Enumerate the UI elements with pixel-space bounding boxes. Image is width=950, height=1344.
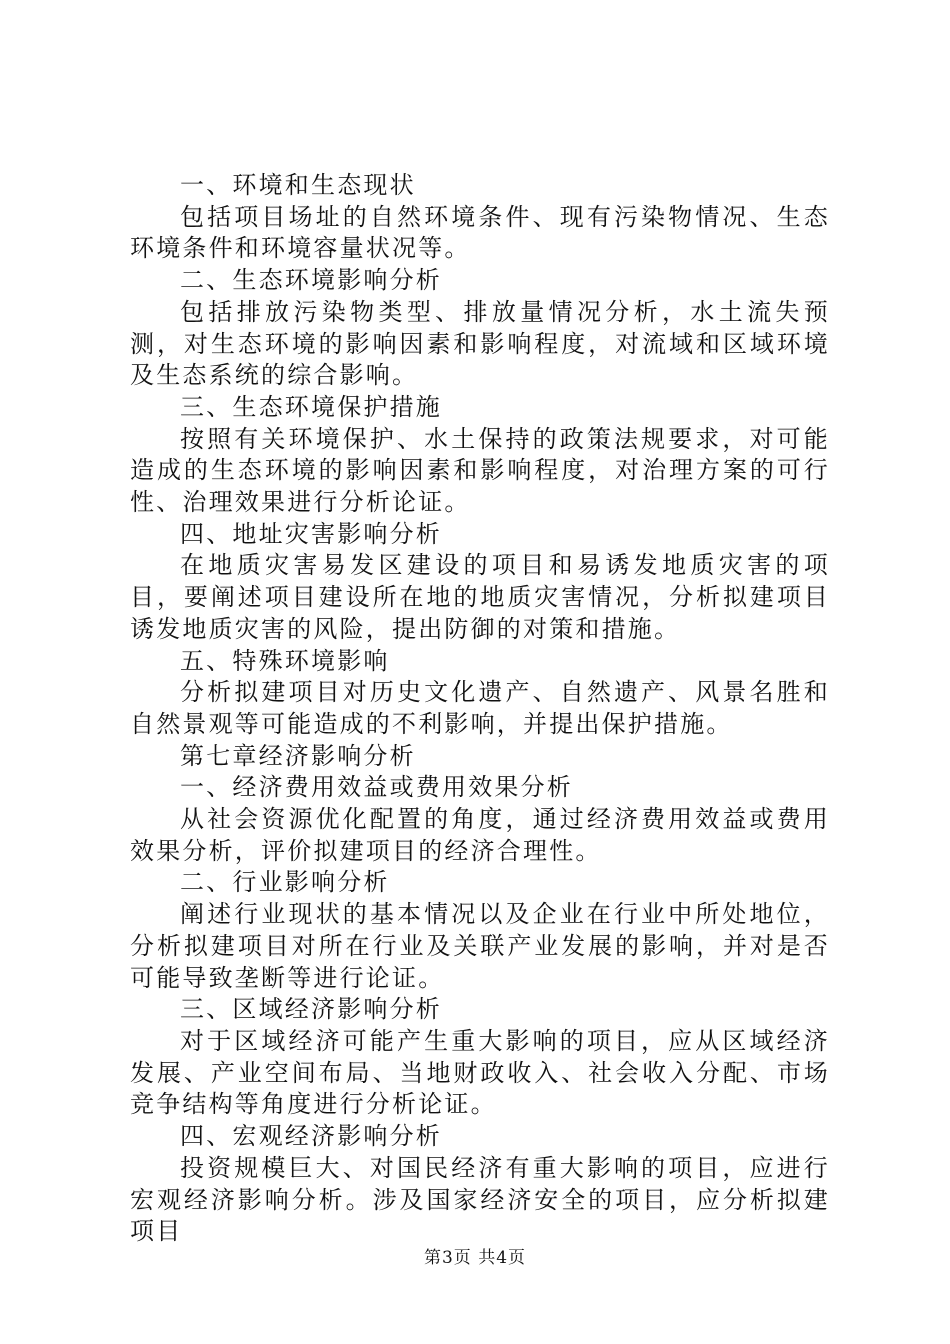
section-heading: 二、生态环境影响分析 (180, 266, 442, 295)
document-body (130, 170, 830, 1248)
body-paragraph: 在地质灾害易发区建设的项目和易诱发地质灾害的项目，要阐述项目建设所在地的地质灾害情况，分析拟建项目诱发地质灾害的风险，提出防御的对策和措施。 (130, 551, 830, 643)
section-heading: 一、经济费用效益或费用效果分析 (180, 773, 573, 802)
body-paragraph: 从社会资源优化配置的角度，通过经济费用效益或费用效果分析，评价拟建项目的经济合理性。 (130, 805, 830, 865)
body-paragraph: 分析拟建项目对历史文化遗产、自然遗产、风景名胜和自然景观等可能造成的不利影响，并提出保护措施。 (130, 678, 830, 738)
chapter-heading: 第七章经济影响分析 (180, 741, 416, 770)
section-heading: 四、地址灾害影响分析 (180, 519, 442, 548)
section-heading: 二、行业影响分析 (180, 868, 390, 897)
section-heading: 四、宏观经济影响分析 (180, 1122, 442, 1151)
body-paragraph: 投资规模巨大、对国民经济有重大影响的项目，应进行宏观经济影响分析。涉及国家经济安全的项目，应分析拟建项目 (130, 1153, 830, 1246)
page-number-footer: 第3页 共4页 (423, 1248, 527, 1268)
body-paragraph: 包括排放污染物类型、排放量情况分析，水土流失预测，对生态环境的影响因素和影响程度，对流域和区域环境及生态系统的综合影响。 (130, 297, 830, 390)
body-paragraph: 对于区域经济可能产生重大影响的项目，应从区域经济发展、产业空间布局、当地财政收入、社会收入分配、市场竞争结构等角度进行分析论证。 (130, 1026, 830, 1119)
section-heading: 三、区域经济影响分析 (180, 995, 442, 1024)
section-heading: 五、特殊环境影响 (180, 646, 390, 675)
body-paragraph: 包括项目场址的自然环境条件、现有污染物情况、生态环境条件和环境容量状况等。 (130, 202, 830, 263)
section-heading: 一、环境和生态现状 (180, 171, 416, 199)
section-heading: 三、生态环境保护措施 (180, 392, 442, 421)
body-paragraph: 按照有关环境保护、水土保持的政策法规要求，对可能造成的生态环境的影响因素和影响程度，对治理方案的可行性、治理效果进行分析论证。 (130, 424, 830, 517)
body-paragraph: 阐述行业现状的基本情况以及企业在行业中所处地位，分析拟建项目对所在行业及关联产业发展的影响，并对是否可能导致垄断等进行论证。 (130, 900, 830, 992)
